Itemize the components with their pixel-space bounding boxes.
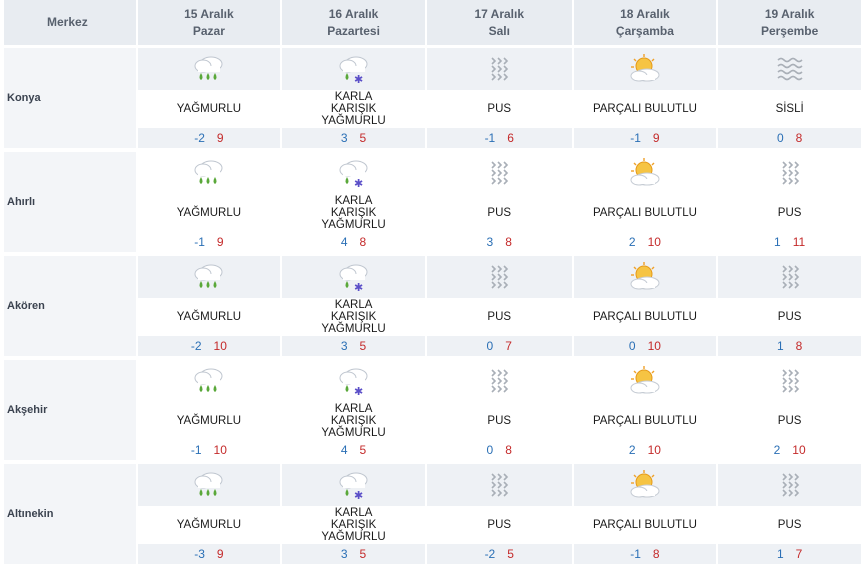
min-temp: 0 [628, 339, 636, 353]
weather-icon-cell [574, 256, 719, 299]
svg-text:✱: ✱ [353, 281, 363, 292]
forecast-table [4, 0, 863, 568]
min-temp: -1 [190, 443, 202, 457]
city-name[interactable]: Akören [4, 256, 138, 360]
temperature-cell [574, 544, 719, 568]
temperature-cell [427, 336, 574, 360]
max-temp: 10 [213, 443, 227, 457]
condition-text: YAĞMURLU [138, 507, 283, 544]
condition-text: PUS [427, 91, 574, 128]
condition-text: PUS [718, 403, 863, 440]
rain-icon [138, 470, 281, 500]
min-temp: 0 [776, 131, 784, 145]
mist-icon [427, 471, 572, 499]
weather-icon-cell [574, 464, 719, 507]
min-temp: 3 [340, 131, 348, 145]
max-temp: 7 [505, 339, 512, 353]
min-temp: -2 [194, 131, 205, 145]
weather-icon-cell [138, 256, 283, 299]
temperature-cell [282, 440, 427, 464]
max-temp: 8 [795, 339, 803, 353]
condition-text: YAĞMURLU [138, 299, 283, 336]
partly-cloudy-icon [574, 366, 717, 396]
max-temp: 11 [792, 235, 806, 249]
rain-icon [138, 54, 281, 84]
weather-icon-cell [718, 360, 863, 403]
max-temp: 9 [216, 547, 224, 561]
day-header [427, 0, 574, 48]
day-header [282, 0, 427, 48]
icon-row [4, 464, 863, 507]
condition-text: PARÇALI BULUTLU [574, 403, 719, 440]
condition-text: SİSLİ [718, 91, 863, 128]
max-temp: 8 [505, 235, 512, 249]
mist-icon [427, 263, 572, 291]
temperature-cell [718, 336, 863, 360]
mist-icon [718, 367, 861, 395]
svg-text:✱: ✱ [353, 73, 363, 84]
temperature-cell [282, 336, 427, 360]
condition-text: KARLA KARIŞIK YAĞMURLU [282, 299, 427, 336]
weather-icon-cell [282, 48, 427, 91]
max-temp: 8 [505, 443, 512, 457]
sleet-icon [282, 470, 425, 500]
partly-cloudy-icon [574, 470, 717, 500]
weather-icon-cell [282, 360, 427, 403]
temperature-cell [574, 440, 719, 464]
max-temp: 9 [652, 131, 660, 145]
city-name[interactable]: Ahırlı [4, 152, 138, 256]
svg-text:✱: ✱ [353, 177, 363, 188]
day-header [718, 0, 863, 48]
condition-text: PARÇALI BULUTLU [574, 507, 719, 544]
corner-header [4, 0, 138, 48]
condition-text: YAĞMURLU [138, 195, 283, 232]
day-name: Salı [488, 23, 510, 38]
day-header [138, 0, 283, 48]
weather-icon-cell [138, 464, 283, 507]
partly-cloudy-icon [574, 262, 717, 292]
max-temp: 5 [359, 443, 367, 457]
partly-cloudy-icon [574, 158, 717, 188]
min-temp: -3 [194, 547, 205, 561]
max-temp: 5 [359, 131, 367, 145]
condition-text: PARÇALI BULUTLU [574, 91, 719, 128]
weather-icon-cell [282, 152, 427, 195]
weather-icon-cell [138, 360, 283, 403]
sleet-icon [282, 54, 425, 84]
condition-text: PUS [427, 507, 574, 544]
temperature-cell [718, 128, 863, 152]
temperature-cell [138, 440, 283, 464]
day-name: Pazartesi [327, 23, 380, 38]
max-temp: 8 [359, 235, 367, 249]
fog-icon [718, 56, 861, 82]
condition-text: PUS [718, 299, 863, 336]
condition-text: KARLA KARIŞIK YAĞMURLU [282, 91, 427, 128]
max-temp: 10 [792, 443, 806, 457]
temperature-cell [282, 544, 427, 568]
svg-text:✱: ✱ [353, 489, 363, 500]
weather-icon-cell [718, 256, 863, 299]
condition-text: KARLA KARIŞIK YAĞMURLU [282, 403, 427, 440]
rain-icon [138, 262, 281, 292]
day-date: 17 Aralık [474, 6, 525, 21]
sleet-icon [282, 366, 425, 396]
weather-icon-cell [282, 256, 427, 299]
min-temp: 3 [340, 547, 348, 561]
temperature-cell [718, 440, 863, 464]
temperature-cell [574, 336, 719, 360]
mist-icon [718, 263, 861, 291]
sleet-icon [282, 262, 425, 292]
mist-icon [427, 159, 572, 187]
temperature-cell [138, 128, 283, 152]
min-temp: 2 [773, 443, 781, 457]
icon-row [4, 48, 863, 91]
temperature-cell [138, 336, 283, 360]
icon-row [4, 360, 863, 403]
weather-icon-cell [282, 464, 427, 507]
city-name[interactable]: Akşehir [4, 360, 138, 464]
day-name: Pazar [192, 23, 225, 38]
min-temp: -1 [630, 131, 641, 145]
weather-icon-cell [427, 464, 574, 507]
min-temp: 4 [340, 443, 348, 457]
condition-text: YAĞMURLU [138, 403, 283, 440]
min-temp: 3 [340, 339, 348, 353]
min-temp: 3 [486, 235, 494, 249]
day-date: 15 Aralık [184, 6, 234, 21]
sleet-icon [282, 158, 425, 188]
min-temp: 1 [774, 235, 781, 249]
day-date: 19 Aralık [764, 6, 815, 21]
min-temp: 0 [486, 339, 494, 353]
weather-icon-cell [427, 360, 574, 403]
max-temp: 5 [359, 339, 367, 353]
min-temp: -2 [190, 339, 202, 353]
min-temp: -1 [630, 547, 641, 561]
min-temp: -2 [484, 547, 496, 561]
min-temp: -1 [194, 235, 205, 249]
day-date: 16 Aralık [328, 6, 379, 21]
icon-row [4, 256, 863, 299]
max-temp: 10 [213, 339, 227, 353]
condition-text: PUS [427, 403, 574, 440]
min-temp: 1 [776, 547, 784, 561]
temperature-cell [427, 232, 574, 256]
max-temp: 10 [647, 339, 661, 353]
day-name: Çarşamba [615, 23, 674, 38]
rain-icon [138, 158, 281, 188]
condition-text: PUS [427, 195, 574, 232]
condition-text: KARLA KARIŞIK YAĞMURLU [282, 507, 427, 544]
condition-text: PUS [427, 299, 574, 336]
mist-icon [427, 55, 572, 83]
day-name: Perşembe [760, 23, 819, 38]
weather-icon-cell [427, 256, 574, 299]
corner-label: Merkez [47, 15, 88, 29]
max-temp: 10 [647, 235, 661, 249]
weather-icon-cell [718, 152, 863, 195]
weather-icon-cell [138, 48, 283, 91]
temperature-cell [138, 544, 283, 568]
temperature-cell [427, 544, 574, 568]
weather-icon-cell [574, 152, 719, 195]
weather-icon-cell [427, 152, 574, 195]
city-name[interactable]: Altınekin [4, 464, 138, 568]
weather-icon-cell [574, 48, 719, 91]
temperature-cell [718, 544, 863, 568]
weather-icon-cell [427, 48, 574, 91]
min-temp: 4 [340, 235, 348, 249]
icon-row [4, 152, 863, 195]
max-temp: 5 [359, 547, 367, 561]
max-temp: 5 [507, 547, 514, 561]
max-temp: 9 [216, 235, 224, 249]
weather-icon-cell [718, 464, 863, 507]
max-temp: 7 [795, 547, 803, 561]
temperature-cell [427, 440, 574, 464]
header-row [4, 0, 863, 48]
weather-icon-cell [138, 152, 283, 195]
condition-text: PARÇALI BULUTLU [574, 299, 719, 336]
min-temp: 1 [776, 339, 784, 353]
weather-icon-cell [574, 360, 719, 403]
min-temp: -1 [484, 131, 496, 145]
max-temp: 8 [795, 131, 803, 145]
mist-icon [427, 367, 572, 395]
max-temp: 10 [647, 443, 661, 457]
mist-icon [718, 159, 861, 187]
temperature-cell [138, 232, 283, 256]
condition-text: KARLA KARIŞIK YAĞMURLU [282, 195, 427, 232]
max-temp: 6 [507, 131, 514, 145]
min-temp: 2 [628, 443, 636, 457]
temperature-cell [574, 128, 719, 152]
rain-icon [138, 366, 281, 396]
partly-cloudy-icon [574, 54, 717, 84]
day-date: 18 Aralık [620, 6, 670, 21]
temperature-cell [282, 232, 427, 256]
condition-text: PUS [718, 195, 863, 232]
mist-icon [718, 471, 861, 499]
temperature-cell [718, 232, 863, 256]
condition-text: YAĞMURLU [138, 91, 283, 128]
city-name[interactable]: Konya [4, 48, 138, 152]
condition-text: PUS [718, 507, 863, 544]
temperature-cell [427, 128, 574, 152]
condition-text: PARÇALI BULUTLU [574, 195, 719, 232]
min-temp: 0 [486, 443, 494, 457]
svg-text:✱: ✱ [353, 385, 363, 396]
day-header [574, 0, 719, 48]
min-temp: 2 [628, 235, 636, 249]
max-temp: 8 [652, 547, 660, 561]
weather-icon-cell [718, 48, 863, 91]
temperature-cell [574, 232, 719, 256]
max-temp: 9 [216, 131, 224, 145]
temperature-cell [282, 128, 427, 152]
